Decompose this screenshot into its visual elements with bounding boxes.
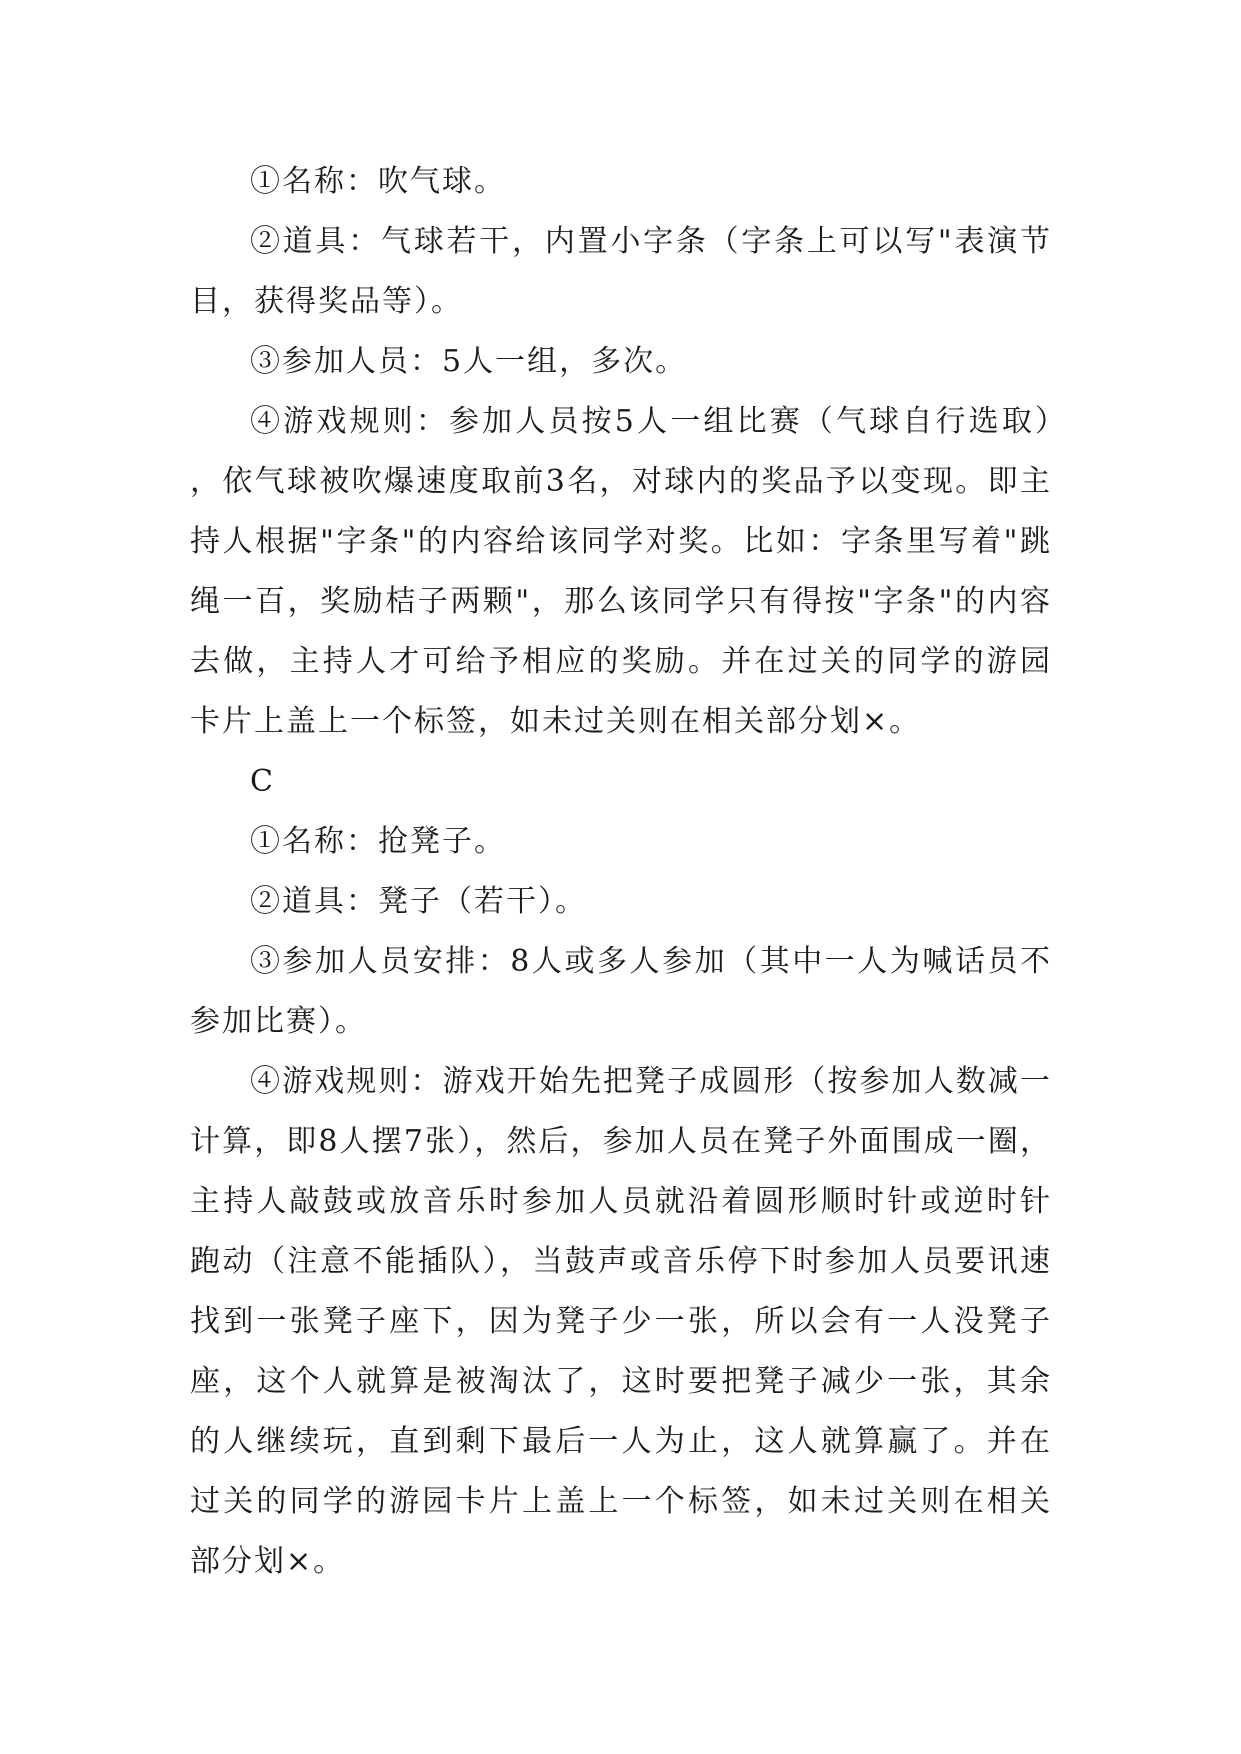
paragraph-props-balloons: ②道具：气球若干，内置小字条（字条上可以写"表演节目，获得奖品等）。 <box>190 224 1052 319</box>
paragraph-name-musical-chairs: ①名称：抢凳子。 <box>250 824 506 859</box>
document-body <box>190 152 1052 1592</box>
paragraph-name-blow-balloon: ①名称：吹气球。 <box>250 164 506 199</box>
paragraph-rules-balloon-game: ④游戏规则：参加人员按5人一组比赛（气球自行选取），依气球被吹爆速度取前3名，对球内的奖品予以变现。即主持人根据"字条"的内容给该同学对奖。比如：字条里写着"跳绳一百，奖励桔子两颗"，那么该同学只有得按"字条"的内容去做，主持人才可给予相应的奖励。并在过关的同学的游园卡片上盖上一个标签，如未过关则在相关部分划×。 <box>190 404 1052 739</box>
paragraph-participants-group-of-five: ③参加人员：5人一组，多次。 <box>250 344 688 379</box>
section-marker-c: C <box>250 764 275 799</box>
paragraph-participants-arrangement: ③参加人员安排：8人或多人参加（其中一人为喊话员不参加比赛）。 <box>190 944 1052 1039</box>
paragraph-rules-musical-chairs: ④游戏规则：游戏开始先把凳子成圆形（按参加人数减一计算，即8人摆7张），然后，参加人员在凳子外面围成一圈，主持人敲鼓或放音乐时参加人员就沿着圆形顺时针或逆时针跑动（注意不能插队），当鼓声或音乐停下时参加人员要讯速找到一张凳子座下，因为凳子少一张，所以会有一人没凳子座，这个人就算是被淘汰了，这时要把凳子减少一张，其余的人继续玩，直到剩下最后一人为止，这人就算赢了。并在过关的同学的游园卡片上盖上一个标签，如未过关则在相关部分划×。 <box>190 1064 1052 1579</box>
paragraph-props-chairs: ②道具：凳子（若干）。 <box>250 884 587 919</box>
